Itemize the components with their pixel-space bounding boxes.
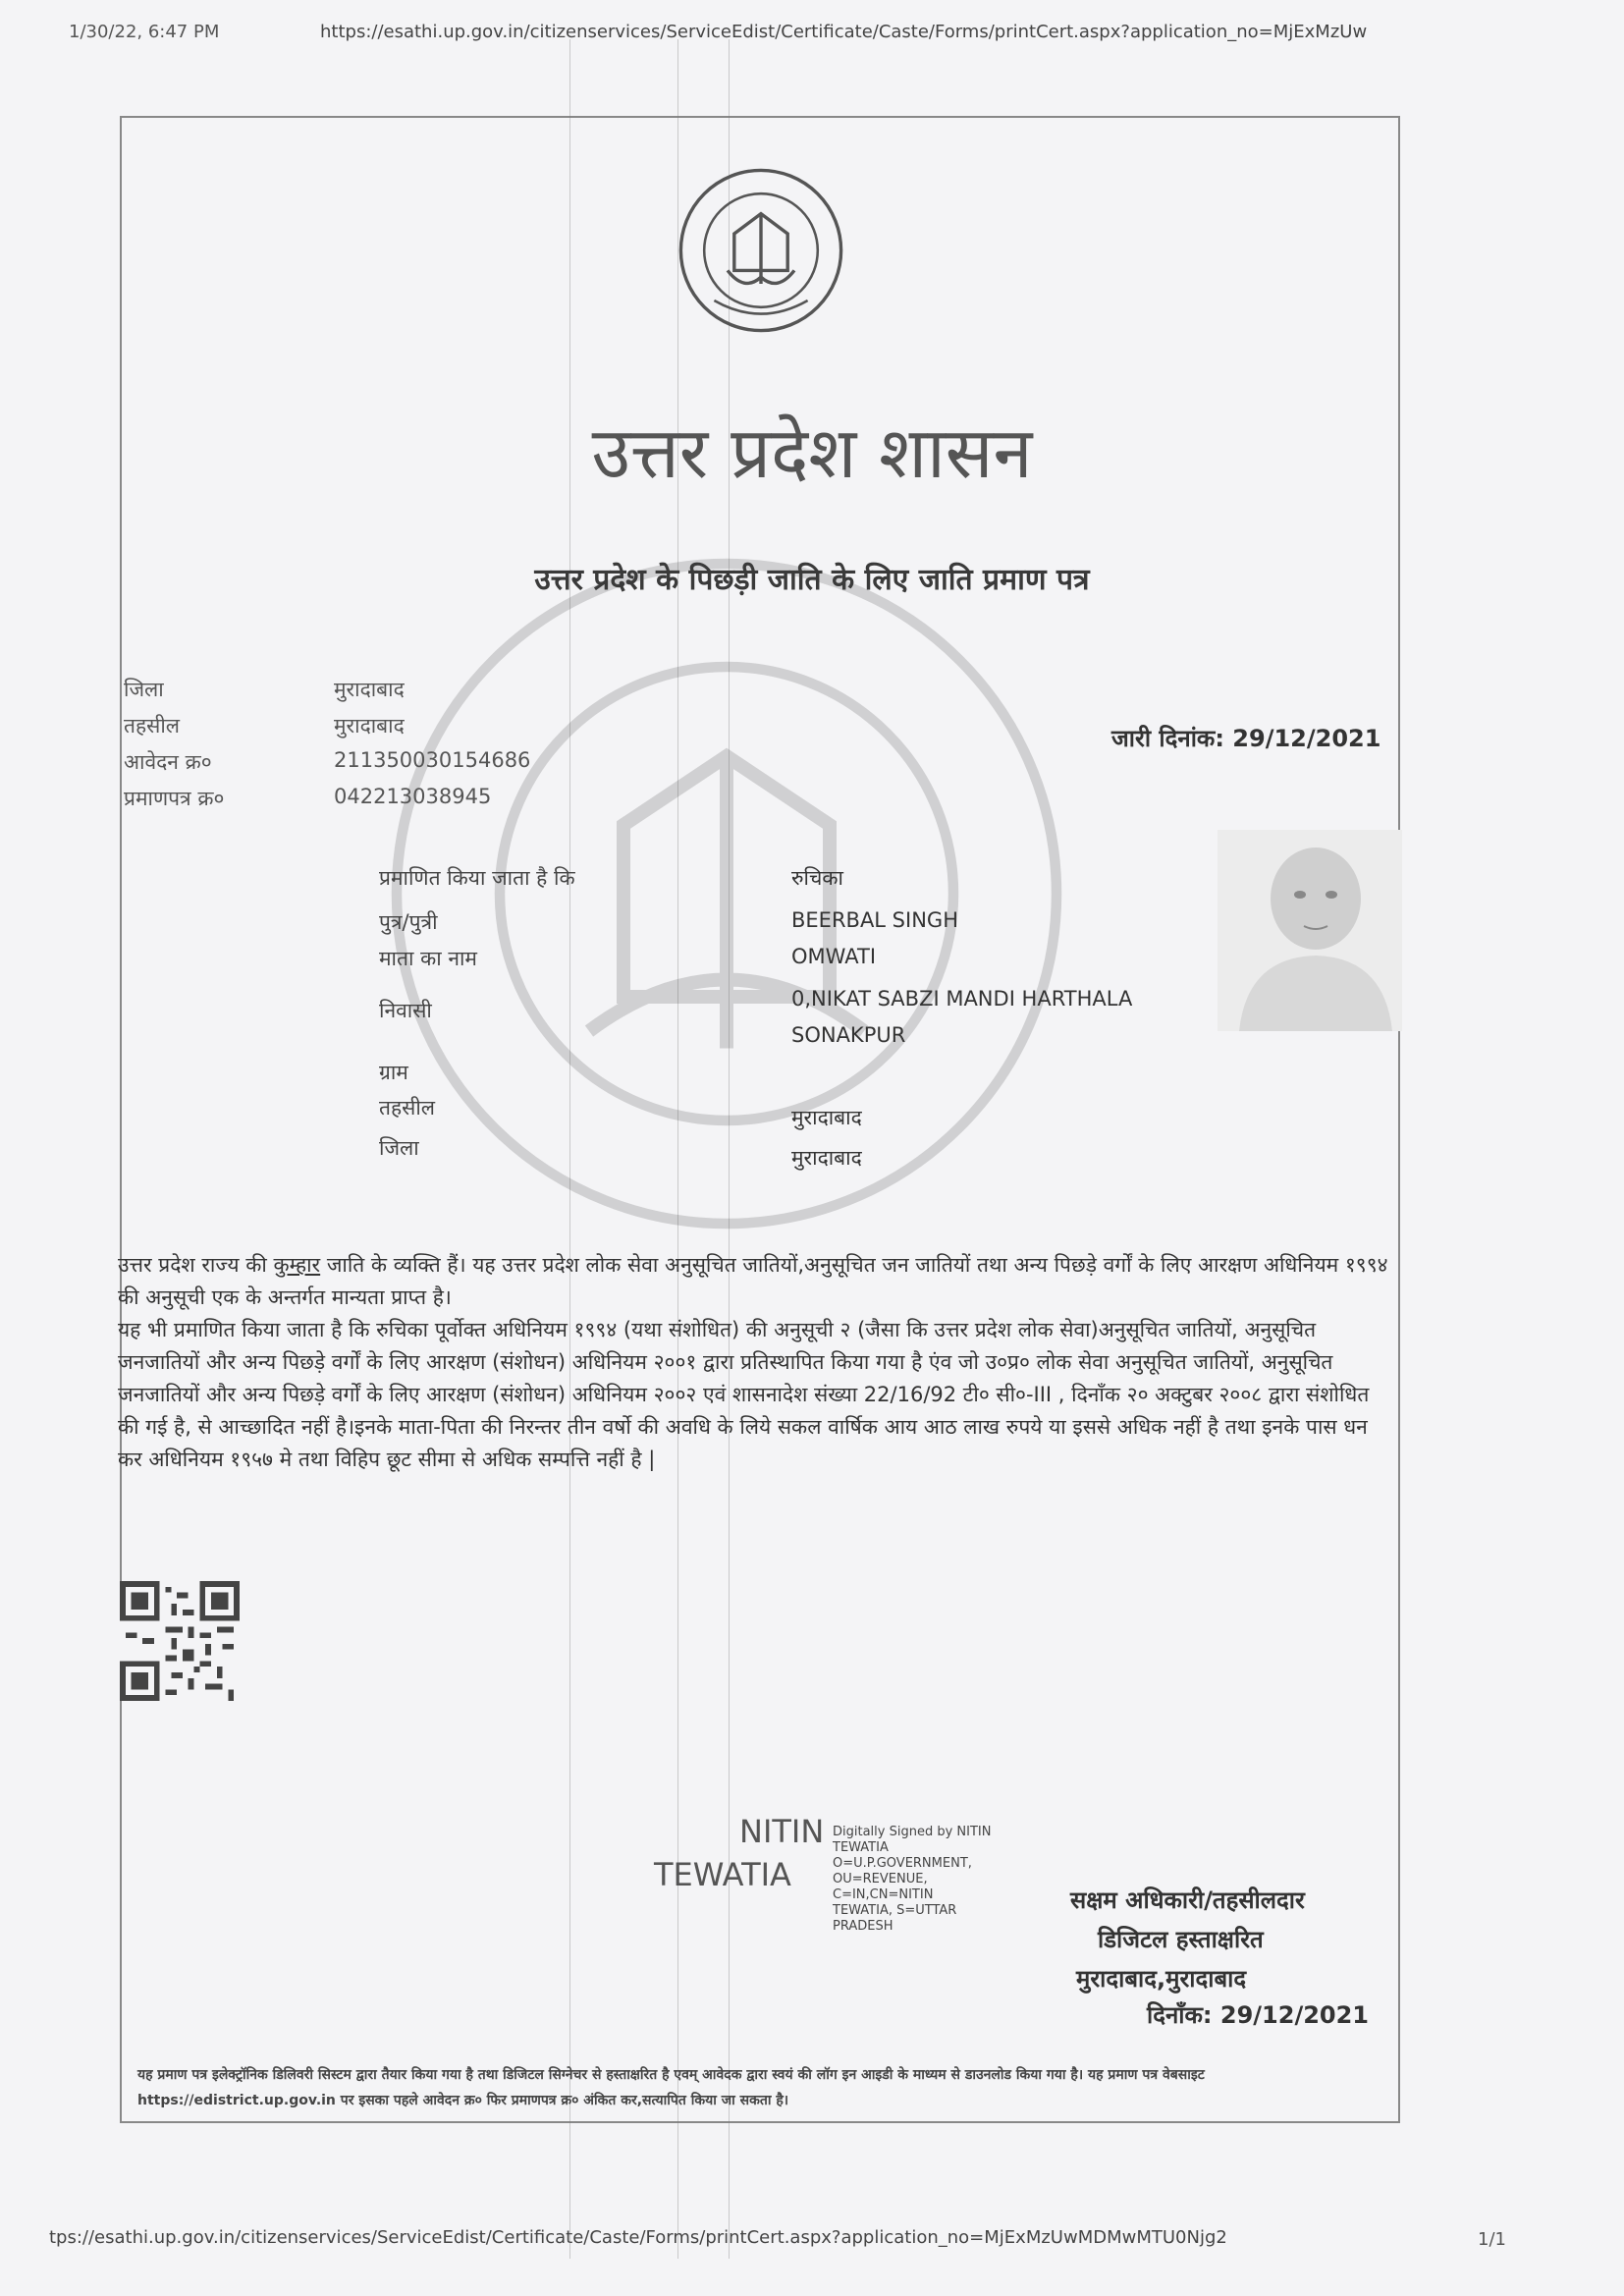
page-count: 1/1 <box>1478 2229 1506 2250</box>
print-url-top: https://esathi.up.gov.in/citizenservices/ServiceEdist/Certificate/Caste/Forms/printCert.aspx?application_no=MjExMzUw <box>320 22 1368 42</box>
certified-label: प्रमाणित किया जाता है कि <box>379 866 575 890</box>
digital-signature-line: TEWATIA <box>833 1840 889 1855</box>
officer-designation: सक्षम अधिकारी/तहसीलदार <box>1070 1886 1305 1914</box>
digital-signature-line: OU=REVENUE, <box>833 1872 928 1886</box>
certified-value: रुचिका <box>791 866 843 890</box>
resident-value-line2: SONAKPUR <box>791 1023 906 1047</box>
parent-label: पुत्र/पुत्री <box>379 910 438 934</box>
tehsil-label: तहसील <box>379 1096 435 1120</box>
print-url-bottom: tps://esathi.up.gov.in/citizenservices/ServiceEdist/Certificate/Caste/Forms/printCert.aspx?application_no=MjExMzUwMDMwMTU0Njg2 <box>49 2227 1227 2248</box>
tehsil-value: मुरादाबाद <box>791 1106 862 1129</box>
mother-label: माता का नाम <box>379 947 477 970</box>
meta-district-value: मुरादाबाद <box>334 678 405 701</box>
resident-value-line1: 0,NIKAT SABZI MANDI HARTHALA <box>791 987 1133 1011</box>
meta-application-value: 211350030154686 <box>334 748 531 772</box>
print-timestamp: 1/30/22, 6:47 PM <box>69 22 220 42</box>
digital-signature-line: Digitally Signed by NITIN <box>833 1825 992 1839</box>
body-p1-end: जाति के व्यक्ति हैं। यह उत्तर प्रदेश लोक सेवा अनुसूचित जातियों,अनुसूचित जन जातियों तथा अन्य पिछड़े वर्गों के लिए आरक्षण अधिनियम १९९४ की अनुसूची एक के अन्तर्गत मान्यता प्राप्त है। <box>118 1253 1388 1309</box>
digital-signature-line: TEWATIA, S=UTTAR <box>833 1903 957 1918</box>
up-government-emblem-icon <box>677 167 844 334</box>
meta-certificate-value: 042213038945 <box>334 785 492 808</box>
body-p1-start: उत्तर प्रदेश राज्य की <box>118 1253 274 1277</box>
qr-code <box>120 1581 240 1701</box>
body-paragraph-1 <box>118 1249 1394 1314</box>
digital-signature-line: PRADESH <box>833 1919 893 1934</box>
signer-name-line2: TEWATIA <box>654 1856 791 1893</box>
meta-tehsil-label: तहसील <box>124 714 180 738</box>
village-label: ग्राम <box>379 1061 408 1084</box>
issue-date: जारी दिनांक: 29/12/2021 <box>1111 725 1381 752</box>
digital-signature-line: C=IN,CN=NITIN <box>833 1887 934 1902</box>
digital-signature-details <box>833 1825 991 1935</box>
officer-signature-type: डिजिटल हस्ताक्षरित <box>1098 1926 1264 1953</box>
meta-district-label: जिला <box>124 678 164 701</box>
certificate-body <box>118 1249 1394 1476</box>
mother-value: OMWATI <box>791 945 877 968</box>
caste-name: कुम्हार <box>273 1253 321 1277</box>
district-label: जिला <box>379 1136 419 1160</box>
digital-signature-line: O=U.P.GOVERNMENT, <box>833 1856 972 1871</box>
watermark-emblem-icon <box>383 550 1070 1237</box>
officer-place: मुरादाबाद,मुरादाबाद <box>1076 1965 1247 1993</box>
meta-certificate-label: प्रमाणपत्र क्र० <box>124 787 225 810</box>
certificate-title: उत्तर प्रदेश के पिछड़ी जाति के लिए जाति प्रमाण पत्र <box>534 563 1090 597</box>
officer-date: दिनाँक: 29/12/2021 <box>1147 2001 1370 2029</box>
district-value: मुरादाबाद <box>791 1146 862 1170</box>
applicant-photo <box>1218 830 1402 1031</box>
body-paragraph-2: यह भी प्रमाणित किया जाता है कि रुचिका पूर्वोक्त अधिनियम १९९४ (यथा संशोधित) की अनुसूची २ (जैसा कि उत्तर प्रदेश लोक सेवा)अनुसूचित जातियों, अनुसूचित जनजातियों और अन्य पिछड़े वर्गों के लिए आरक्षण (संशोधन) अधिनियम २००१ द्वारा प्रतिस्थापित किया गया है एंव जो उ०प्र० लोक सेवा अनुसूचित जातियों, अनुसूचित जनजातियों और अन्य पिछड़े वर्गों के लिए आरक्षण (संशोधन) अधिनियम २००२ एवं शासनादेश संख्या 22/16/92 टी० सी०-III , दिनाँक २० अक्टुबर २००८ द्वारा संशोधित की गई है, से आच्छादित नहीं है।इनके माता-पिता की निरन्तर तीन वर्षो की अवधि के लिये सकल वार्षिक आय आठ लाख रुपये या इससे अधिक नहीं है तथा इनके पास धन कर अधिनियम १९५७ मे तथा विहिप छूट सीमा से अधिक सम्पत्ति नहीं है | <box>118 1318 1370 1471</box>
resident-label: निवासी <box>379 999 432 1022</box>
parent-value: BEERBAL SINGH <box>791 908 958 932</box>
footer-verification-note: यह प्रमाण पत्र इलेक्ट्रॉनिक डिलिवरी सिस्टम द्वारा तैयार किया गया है तथा डिजिटल सिग्नेचर से हस्ताक्षरित है एवम् आवेदक द्वारा स्वयं की लॉग इन आइडी के माध्यम से डाउनलोड किया गया है। यह प्रमाण पत्र वेबसाइट https://edistrict.up.gov.in पर इसका पहले आवेदन क्र० फिर प्रमाणपत्र क्र० अंकित कर,सत्यापित किया जा सकता है। <box>137 2067 1205 2108</box>
government-title: उत्तर प्रदेश शासन <box>591 411 1033 494</box>
meta-application-label: आवेदन क्र० <box>124 750 212 774</box>
signer-name-line1: NITIN <box>739 1813 825 1850</box>
meta-tehsil-value: मुरादाबाद <box>334 714 405 738</box>
